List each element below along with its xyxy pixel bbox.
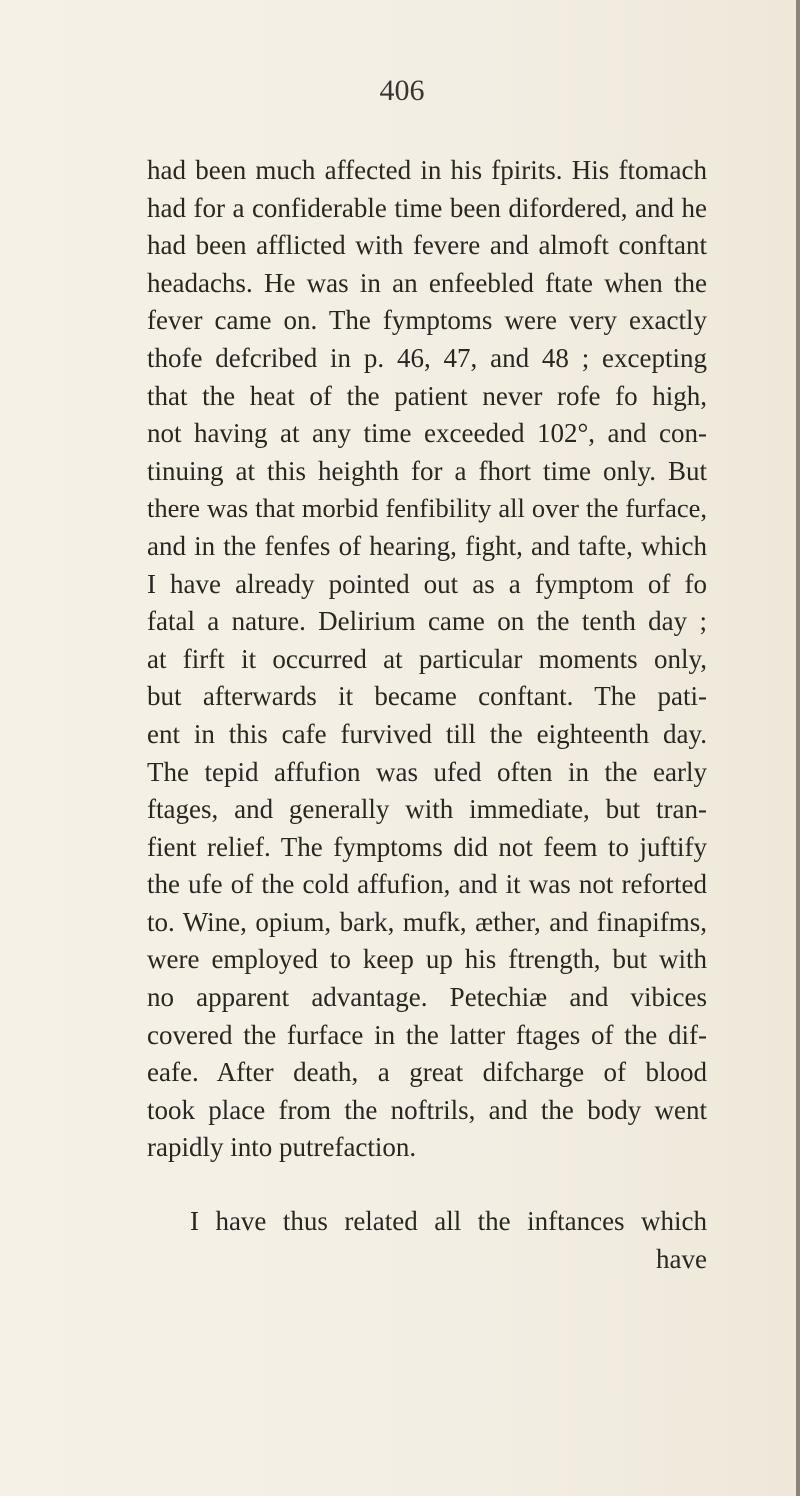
page-number: 406 [379, 74, 425, 107]
text-line: no apparent advantage. Petechiæ and vibices [147, 982, 707, 1013]
text-line: ftages, and generally with immediate, but tran- [147, 794, 707, 825]
text-line: not having at any time exceeded 102°, and con- [147, 418, 707, 449]
text-line: rapidly into putrefaction. [147, 1132, 417, 1163]
text-line: but afterwards it became conftant. The pati- [147, 681, 707, 712]
paragraph-gap [147, 1167, 707, 1203]
text-line: had for a confiderable time been difordered, and he [147, 192, 707, 223]
text-line: eafe. After death, a great difcharge of blood [147, 1057, 707, 1088]
text-line: headachs. He was in an enfeebled ftate when the [147, 267, 707, 298]
text-line: covered the furface in the latter ftages of the dif- [147, 1019, 707, 1050]
paragraph-first-line: I have thus related all the inftances which [190, 1206, 707, 1237]
body-text [147, 152, 707, 1278]
text-line: the ufe of the cold affufion, and it was not reforted [147, 869, 707, 900]
text-line: took place from the noftrils, and the body went [147, 1094, 707, 1125]
page-edge [796, 0, 800, 1496]
text-line: were employed to keep up his ftrength, but with [147, 944, 707, 975]
text-line: fever came on. The fymptoms were very exactly [147, 305, 707, 336]
catchword: have [656, 1243, 707, 1274]
text-line: to. Wine, opium, bark, mufk, æther, and finapifms, [147, 906, 707, 937]
text-line: fient relief. The fymptoms did not feem to juftify [147, 831, 707, 862]
text-line: at firft it occurred at particular moments only, [147, 643, 707, 674]
text-line: The tepid affufion was ufed often in the early [147, 756, 707, 787]
text-line: and in the fenfes of hearing, fight, and tafte, which [147, 530, 707, 561]
text-line: that the heat of the patient never rofe fo high, [147, 380, 707, 411]
text-line: there was that morbid fenfibility all over the furface, [147, 493, 707, 524]
text-line: I have already pointed out as a fymptom of fo [147, 568, 707, 599]
text-line: ent in this cafe furvived till the eighteenth day. [147, 718, 707, 749]
text-line: had been afflicted with fevere and almoft conftant [147, 230, 707, 261]
text-line: had been much affected in his fpirits. His ftomach [147, 155, 707, 185]
text-line: tinuing at this heighth for a fhort time only. But [147, 455, 707, 486]
text-line: thofe defcribed in p. 46, 47, and 48 ; excepting [147, 342, 707, 373]
text-line: fatal a nature. Delirium came on the tenth day ; [147, 606, 707, 637]
